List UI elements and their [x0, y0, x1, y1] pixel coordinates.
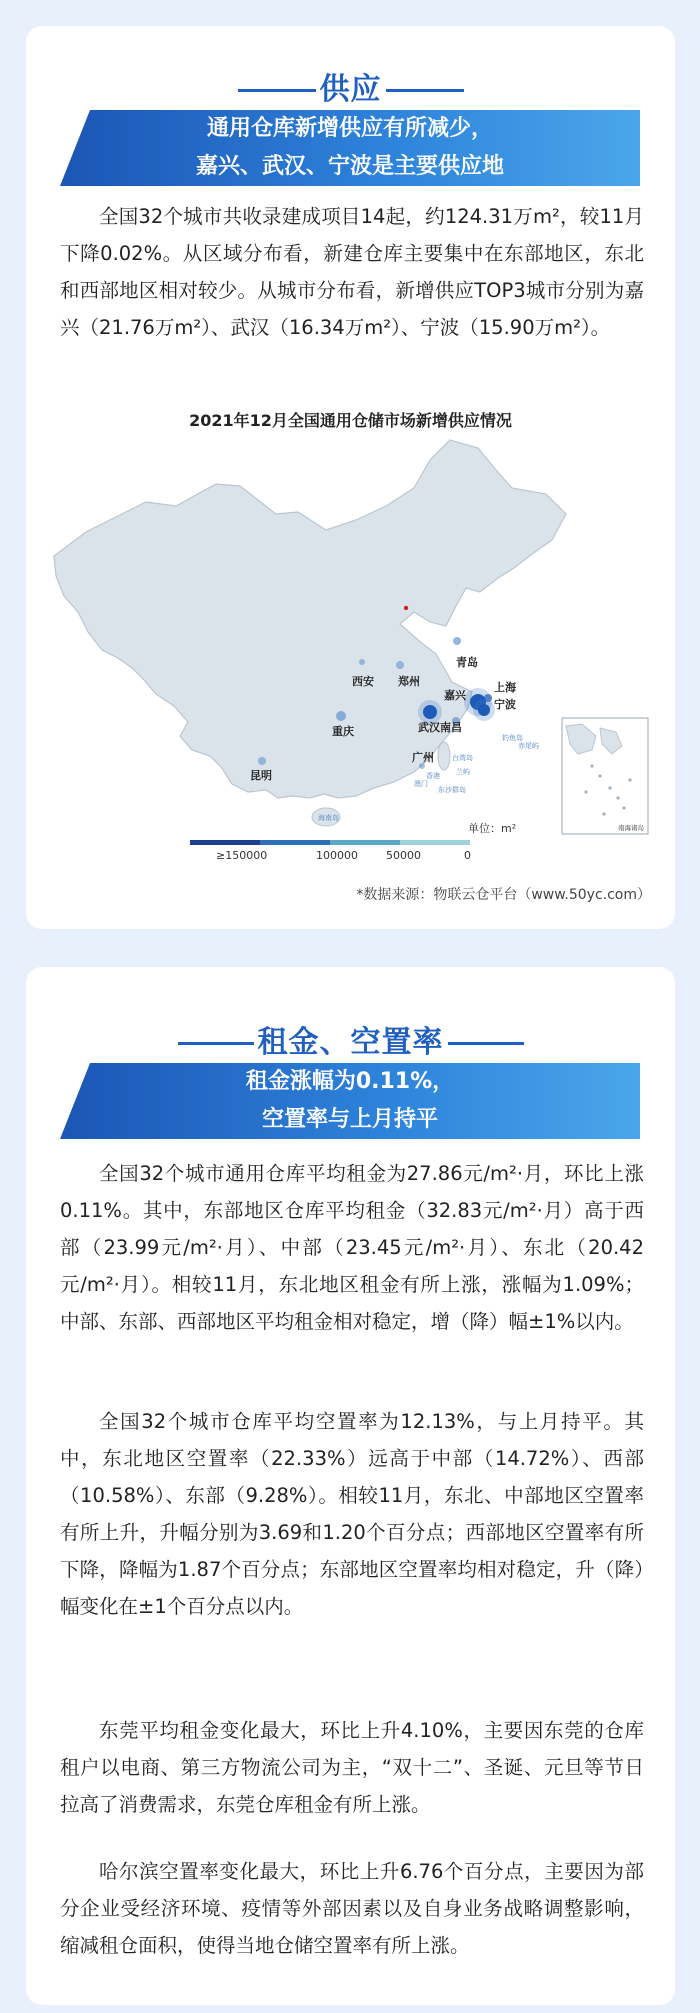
city-label-chongqing: 重庆 — [332, 725, 354, 738]
city-label-wuhan: 武汉 — [418, 721, 440, 734]
china-supply-map — [26, 436, 675, 856]
supply-banner-line-1: 通用仓库新增供应有所减少， — [206, 116, 493, 141]
supply-card — [26, 26, 675, 929]
city-label-nanchang: 南昌 — [440, 721, 462, 734]
china-mainland-shape — [54, 440, 566, 798]
supply-section-title — [26, 64, 675, 108]
city-label-xian: 西安 — [352, 675, 374, 688]
rent-paragraph-2: 全国32个城市仓库平均空置率为12.13%，与上月持平。其中，东北地区空置率（22.33%）远高于中部（14.72%）、西部（10.58%）、东部（9.28%）。相较11月，东北、中部地区空置率有所上升，升幅分别为3.69和1.20个百分点；西部地区空置率有所下降，降幅为1.87个百分点；东部地区空置率均相对稳定，升（降）幅变化在±1个百分点以内。 — [60, 1410, 644, 1618]
bubble-zhengzhou — [396, 661, 404, 669]
rent-paragraph-1: 全国32个城市通用仓库平均租金为27.86元/m²·月，环比上涨0.11%。其中，东部地区仓库平均租金（32.83元/m²·月）高于西部（23.99元/m²·月）、中部（23.45元/m²·月）、东北（20.42元/m²·月）。相较11月，东北地区租金有所上涨，涨幅为1.09%；中部、东部、西部地区平均租金相对稳定，增（降）幅±1%以内。 — [60, 1162, 644, 1333]
city-label-ningbo: 宁波 — [494, 698, 516, 711]
city-label-zhengzhou: 郑州 — [398, 675, 420, 688]
geo-label-hainan: 海南岛 — [318, 814, 339, 822]
south-sea-inset — [562, 718, 648, 834]
geo-label-lanyu: 兰屿 — [456, 768, 470, 776]
city-label-kunming: 昆明 — [250, 769, 272, 782]
supply-title-text: 供应 — [319, 72, 382, 107]
bubble-kunming — [258, 757, 266, 765]
geo-label-diaoyudao: 钓鱼岛 — [502, 734, 523, 742]
rent-paragraph-3: 东莞平均租金变化最大，环比上升4.10%，主要因东莞的仓库租户以电商、第三方物流公司为主，“双十二”、圣诞、元旦等节日拉高了消费需求，东莞仓库租金有所上涨。 — [60, 1719, 644, 1816]
supply-banner-line-2: 嘉兴、武汉、宁波是主要供应地 — [195, 154, 504, 179]
rent-banner-line-2: 空置率与上月持平 — [261, 1107, 438, 1132]
bubble-wuhan — [423, 705, 437, 719]
legend-tick-2: 100000 — [316, 849, 358, 862]
geo-label-macau: 澳门 — [414, 780, 428, 788]
geo-label-hongkong: 香港 — [426, 772, 440, 780]
bubble-xian — [359, 659, 365, 665]
supply-banner — [60, 110, 640, 186]
inset-label: 南海诸岛 — [618, 824, 644, 832]
rent-card — [26, 967, 675, 2005]
bubble-ningbo — [478, 704, 490, 716]
rent-section-title — [26, 1017, 675, 1061]
rent-banner-line-1: 租金涨幅为0.11%， — [245, 1069, 455, 1094]
rent-paragraph-4: 哈尔滨空置率变化最大，环比上升6.76个百分点，主要因为部分企业受经济环境、疫情等外部因素以及自身业务战略调整影响，缩减租仓面积，使得当地仓储空置率有所上涨。 — [60, 1860, 644, 1957]
capital-dot — [404, 606, 408, 610]
bubble-qingdao — [453, 637, 461, 645]
title-rule-left — [178, 1042, 254, 1045]
supply-paragraph: 全国32个城市共收录建成项目14起，约124.31万m²，较11月下降0.02%。从区域分布看，新建仓库主要集中在东部地区，东北和西部地区相对较少。从城市分布看，新增供应TOP3城市分别为嘉兴（21.76万m²）、武汉（16.34万m²）、宁波（15.90万m²）。 — [60, 205, 644, 339]
map-title: 2021年12月全国通用仓储市场新增供应情况 — [189, 411, 512, 430]
data-source: *数据来源：物联云仓平台（www.50yc.com） — [356, 887, 651, 903]
title-rule-right — [448, 1042, 524, 1045]
map-legend — [190, 822, 516, 845]
city-label-guangzhou: 广州 — [412, 751, 434, 764]
rent-banner — [60, 1063, 640, 1139]
city-label-jiaxing: 嘉兴 — [444, 689, 466, 702]
legend-tick-3: 50000 — [386, 849, 421, 862]
city-label-shanghai: 上海 — [494, 681, 516, 694]
title-rule-left — [238, 89, 316, 92]
legend-unit: 单位：m² — [468, 822, 517, 835]
rent-title-text: 租金、空置率 — [257, 1025, 444, 1060]
bubble-chongqing — [336, 711, 346, 721]
taiwan-island-shape — [438, 742, 450, 770]
title-rule-right — [386, 89, 464, 92]
geo-label-taiwan: 台湾岛 — [452, 754, 473, 762]
legend-tick-1: ≥150000 — [216, 849, 268, 862]
city-label-qingdao: 青岛 — [456, 656, 478, 669]
legend-tick-4: 0 — [464, 849, 471, 862]
geo-label-chiweiyu: 赤尾屿 — [518, 742, 539, 750]
geo-label-dongsha: 东沙群岛 — [438, 786, 466, 794]
